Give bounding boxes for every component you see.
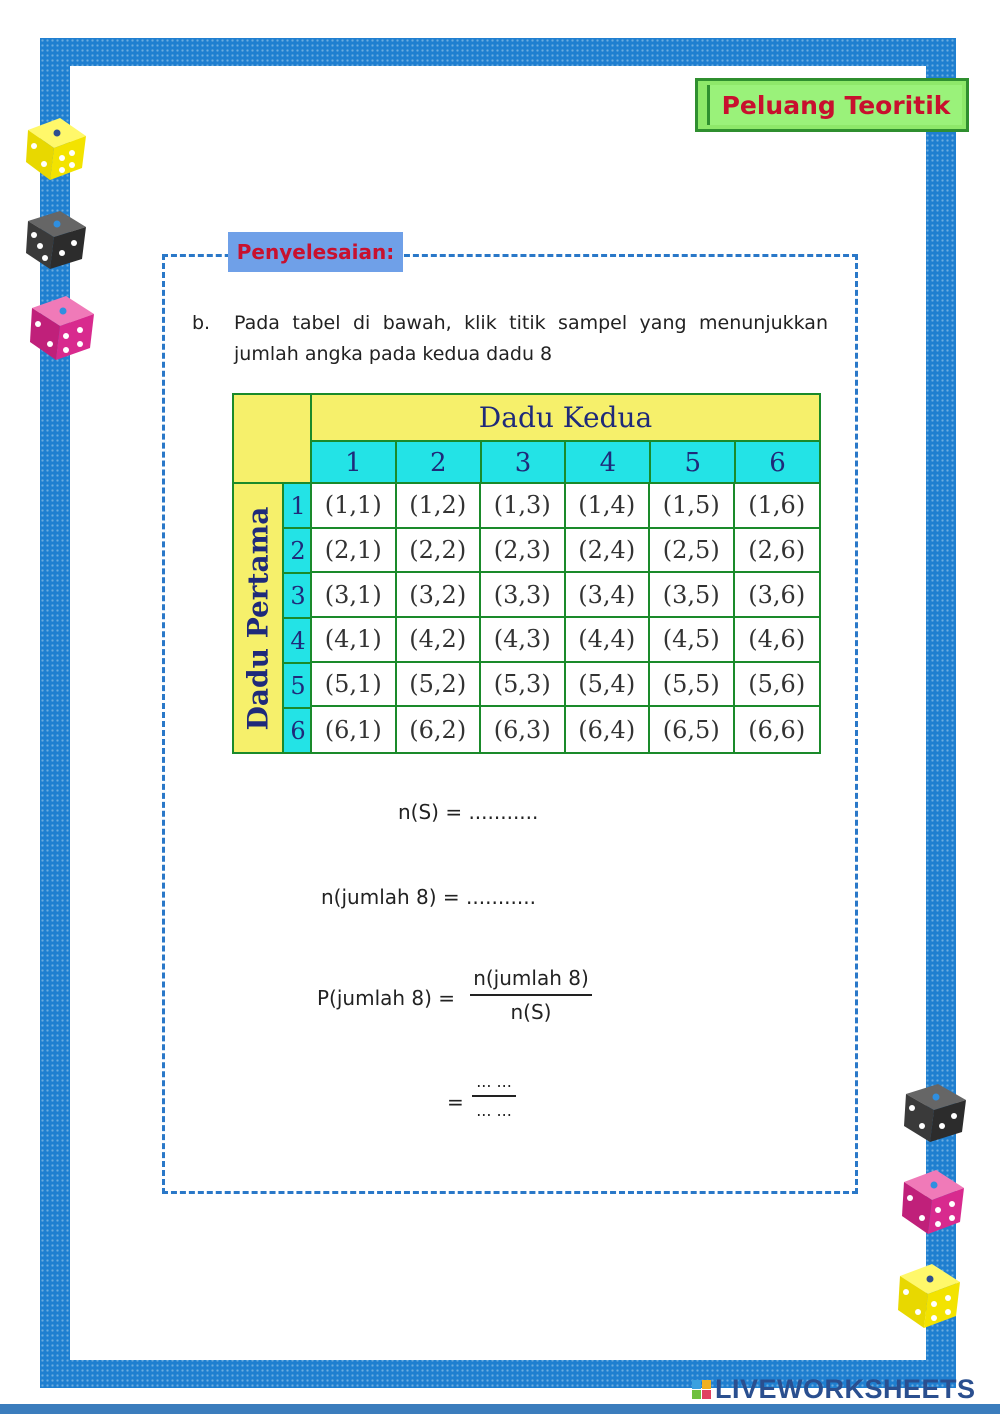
column-header: 3 [480, 442, 565, 484]
ns-formula: n(S) = ........... [398, 800, 539, 824]
brand-text: LIVEWORKSHEETS [715, 1373, 976, 1404]
sample-point-cell[interactable]: (2,4) [566, 529, 651, 574]
sample-point-cell[interactable]: (5,1) [312, 663, 397, 708]
sample-point-cell[interactable]: (3,6) [735, 573, 820, 618]
sample-point-cell[interactable]: (5,2) [397, 663, 482, 708]
sample-point-cell[interactable]: (4,5) [650, 618, 735, 663]
column-header: 6 [734, 442, 819, 484]
answer-numerator: ... ... [472, 1072, 516, 1097]
pink-die-icon [896, 1164, 970, 1238]
question-text: Pada tabel di bawah, klik titik sampel yang menunjukkan jumlah angka pada kedua dadu 8 [234, 312, 828, 365]
sample-point-cell[interactable]: (4,6) [735, 618, 820, 663]
sample-point-cell[interactable]: (5,3) [481, 663, 566, 708]
black-die-icon [898, 1078, 972, 1146]
row-header: 2 [284, 527, 312, 572]
sample-point-cell[interactable]: (2,1) [312, 529, 397, 574]
column-group-header: Dadu Kedua [310, 395, 819, 440]
liveworksheets-logo-icon [692, 1380, 711, 1399]
pink-die-icon [24, 290, 100, 364]
sample-point-cell[interactable]: (1,5) [650, 484, 735, 529]
equals-sign: = [447, 1090, 464, 1114]
sample-point-cell[interactable]: (6,4) [566, 707, 651, 752]
column-header: 2 [395, 442, 480, 484]
yellow-die-icon [20, 112, 92, 184]
sample-point-cell[interactable]: (4,1) [312, 618, 397, 663]
column-header: 5 [649, 442, 734, 484]
sample-point-cell[interactable]: (2,2) [397, 529, 482, 574]
row-group-header [234, 482, 282, 752]
sample-point-cell[interactable]: (1,1) [312, 484, 397, 529]
sample-point-cell[interactable]: (6,5) [650, 707, 735, 752]
sample-point-cell[interactable]: (2,3) [481, 529, 566, 574]
row-group-label: Dadu Pertama [241, 506, 275, 730]
sample-point-grid [310, 482, 819, 752]
section-label: Penyelesaian: [228, 232, 403, 272]
column-header: 1 [310, 442, 395, 484]
title-banner [695, 78, 969, 132]
sample-point-cell[interactable]: (1,3) [481, 484, 566, 529]
row-header: 4 [284, 617, 312, 662]
sample-point-cell[interactable]: (6,1) [312, 707, 397, 752]
sample-point-cell[interactable]: (1,2) [397, 484, 482, 529]
sample-point-cell[interactable]: (1,4) [566, 484, 651, 529]
liveworksheets-brand [692, 1374, 976, 1404]
black-die-icon [20, 205, 92, 273]
sample-point-cell[interactable]: (6,2) [397, 707, 482, 752]
sample-point-cell[interactable]: (5,5) [650, 663, 735, 708]
column-headers [310, 440, 819, 484]
row-header: 3 [284, 572, 312, 617]
answer-fraction [472, 1072, 516, 1120]
sample-point-cell[interactable]: (5,6) [735, 663, 820, 708]
row-header: 5 [284, 662, 312, 707]
sample-point-cell[interactable]: (2,6) [735, 529, 820, 574]
bottom-strip [0, 1404, 1000, 1414]
yellow-die-icon [892, 1258, 966, 1332]
sample-point-cell[interactable]: (2,5) [650, 529, 735, 574]
sample-point-cell[interactable]: (4,4) [566, 618, 651, 663]
sample-point-cell[interactable]: (4,3) [481, 618, 566, 663]
sample-space-table [232, 393, 821, 754]
sample-point-cell[interactable]: (3,5) [650, 573, 735, 618]
fraction-denominator: n(S) [510, 1000, 552, 1024]
page-title: Peluang Teoritik [707, 85, 962, 125]
answer-denominator: ... ... [476, 1101, 512, 1120]
sample-point-cell[interactable]: (6,6) [735, 707, 820, 752]
row-header: 1 [284, 484, 312, 527]
fraction-numerator: n(jumlah 8) [470, 966, 592, 996]
sample-point-cell[interactable]: (1,6) [735, 484, 820, 529]
sample-point-cell[interactable]: (3,2) [397, 573, 482, 618]
sample-point-cell[interactable]: (4,2) [397, 618, 482, 663]
column-header: 4 [564, 442, 649, 484]
sample-point-cell[interactable]: (5,4) [566, 663, 651, 708]
probability-label: P(jumlah 8) = [317, 986, 456, 1010]
probability-fraction [470, 966, 592, 1024]
njumlah-formula: n(jumlah 8) = ........... [321, 885, 536, 909]
sample-point-cell[interactable]: (6,3) [481, 707, 566, 752]
sample-point-cell[interactable]: (3,4) [566, 573, 651, 618]
row-header: 6 [284, 707, 312, 752]
sample-point-cell[interactable]: (3,1) [312, 573, 397, 618]
row-headers [282, 482, 312, 752]
sample-point-cell[interactable]: (3,3) [481, 573, 566, 618]
question-letter: b. [192, 312, 211, 334]
